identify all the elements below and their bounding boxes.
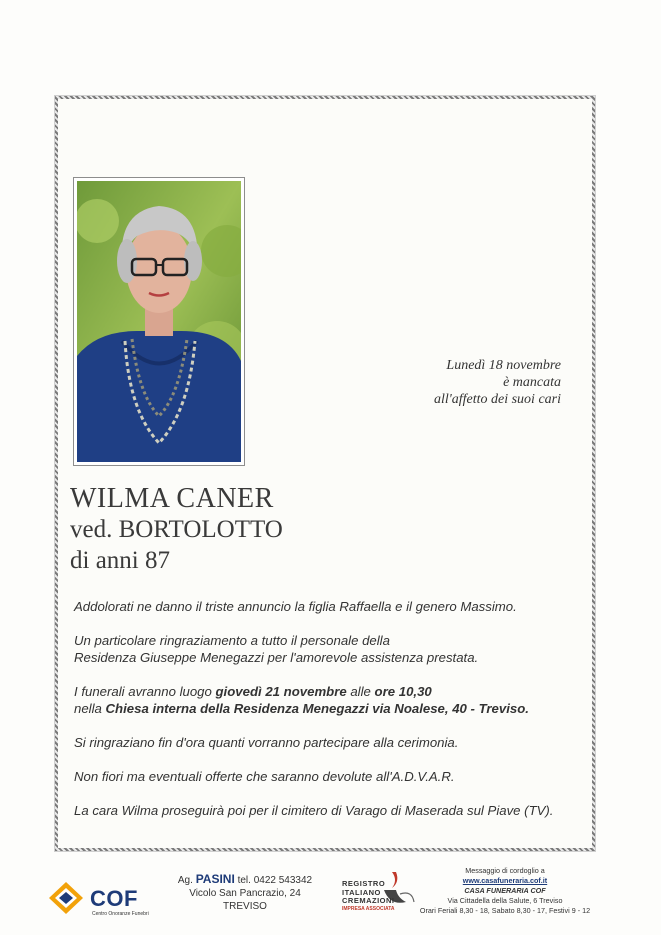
agency-prefix: Ag. — [177, 875, 193, 886]
deceased-info — [70, 484, 283, 576]
agency-phone: tel. 0422 543342 — [237, 875, 313, 886]
date-line: Lunedì 18 novembre — [446, 358, 561, 373]
funeral-text: I funerali avranno luogo — [74, 684, 216, 699]
registry-line: ITALIANO — [342, 887, 381, 897]
age: di anni 87 — [70, 547, 170, 574]
registry-subtitle: IMPRESA ASSOCIATA — [342, 906, 395, 912]
death-date-notice — [341, 357, 561, 408]
condolence-link[interactable]: www.casafuneraria.cof.it — [462, 876, 548, 885]
agency-street: Vicolo San Pancrazio, 24 — [189, 888, 301, 899]
funeral-line-2 — [74, 700, 594, 717]
passed-line: è mancata — [503, 375, 561, 390]
funeral-line-1 — [74, 683, 594, 700]
funeral-text: nella — [74, 701, 106, 716]
agency-header — [160, 873, 330, 887]
cof-subtitle: Centro Onoranze Funebri — [92, 911, 149, 917]
funeral-home-hours: Orari Feriali 8,30 - 18, Sabato 8,30 - 17, Festivi 9 - 12 — [419, 906, 591, 915]
burial-note: La cara Wilma proseguirà poi per il cimitero di Varago di Maserada sul Piave (TV). — [74, 803, 554, 818]
deceased-name: WILMA CANER — [70, 483, 274, 514]
agency-contact — [160, 873, 330, 913]
registry-name — [342, 880, 395, 906]
cof-logo-icon — [48, 881, 84, 920]
registry-line: CREMAZIONI — [342, 896, 395, 905]
thanks-line-2: Residenza Giuseppe Menegazzi per l'amorevole assistenza prestata. — [74, 650, 479, 665]
widow-of: ved. BORTOLOTTO — [70, 516, 283, 543]
donation-note: Non fiori ma eventuali offerte che saranno devolute all'A.D.V.A.R. — [74, 769, 455, 784]
thanks-line-1: Un particolare ringraziamento a tutto il personale della — [74, 633, 390, 648]
cof-logo-text: COF — [90, 886, 138, 911]
announcement-body — [74, 598, 594, 819]
funeral-home-address: Via Cittadella della Salute, 6 Treviso — [447, 896, 563, 905]
registry-line: REGISTRO — [342, 879, 386, 888]
funeral-date: giovedì 21 novembre — [215, 684, 347, 699]
condolence-info — [415, 866, 595, 916]
agency-name: PASINI — [195, 872, 235, 886]
family-line: all'affetto dei suoi cari — [433, 392, 561, 407]
agency-city: TREVISO — [223, 901, 267, 912]
funeral-home-name: CASA FUNERARIA COF — [464, 886, 546, 895]
thanks-attendance: Si ringraziano fin d'ora quanti vorranno partecipare alla cerimonia. — [74, 735, 459, 750]
funeral-time: ore 10,30 — [374, 684, 432, 699]
portrait-image — [77, 181, 241, 462]
condolence-label: Messaggio di cordoglio a — [465, 866, 545, 875]
family-announcement: Addolorati ne danno il triste annuncio la figlia Raffaella e il genero Massimo. — [74, 599, 517, 614]
funeral-location: Chiesa interna della Residenza Menegazzi via Noalese, 40 - Treviso. — [105, 701, 529, 716]
portrait-photo — [73, 177, 245, 466]
funeral-text: alle — [346, 684, 375, 699]
